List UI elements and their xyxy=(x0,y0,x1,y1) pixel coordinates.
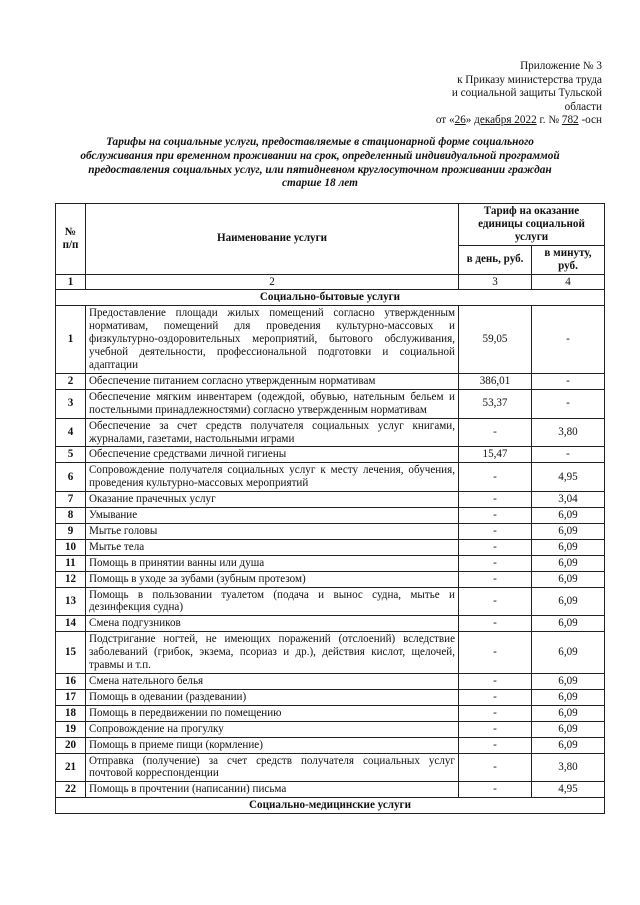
service-name: Помощь в уходе за зубами (зубным протезом) xyxy=(86,571,459,587)
tariff-per-minute: 6,09 xyxy=(532,587,605,616)
section-row xyxy=(56,290,605,306)
column-numbers-row xyxy=(56,274,605,290)
order-suffix: -осн xyxy=(578,114,602,127)
table-row xyxy=(56,539,605,555)
order-mid-1: » xyxy=(465,114,475,127)
row-number: 4 xyxy=(56,418,86,447)
service-name: Умывание xyxy=(86,508,459,524)
row-number: 11 xyxy=(56,555,86,571)
service-name: Помощь в передвижении по помещению xyxy=(86,705,459,721)
table-row xyxy=(56,674,605,690)
tariff-per-day: - xyxy=(459,737,532,753)
table-row xyxy=(56,705,605,721)
table-row xyxy=(56,418,605,447)
tariff-per-minute: - xyxy=(532,306,605,374)
order-month-year: декабря 2022 xyxy=(474,114,537,127)
tariff-per-day: - xyxy=(459,721,532,737)
section-row xyxy=(56,798,605,814)
tariff-per-day: - xyxy=(459,492,532,508)
service-name: Помощь в принятии ванны или душа xyxy=(86,555,459,571)
tariff-per-minute: - xyxy=(532,389,605,418)
service-name: Сопровождение получателя социальных услуг к месту лечения, обучения, проведения культурно-массовых мероприятий xyxy=(86,463,459,492)
service-name: Помощь в прочтении (написании) письма xyxy=(86,782,459,798)
tariff-per-day: - xyxy=(459,689,532,705)
header-tariff: Тариф на оказание единицы социальной услуги xyxy=(459,204,605,246)
tariff-per-day: - xyxy=(459,463,532,492)
tariff-per-minute: 3,80 xyxy=(532,418,605,447)
column-number: 3 xyxy=(459,274,532,290)
table-row xyxy=(56,492,605,508)
tariff-per-minute: 6,09 xyxy=(532,689,605,705)
row-number: 21 xyxy=(56,753,86,782)
order-from: от « xyxy=(435,114,455,127)
tariff-per-minute: 6,09 xyxy=(532,508,605,524)
row-number: 20 xyxy=(56,737,86,753)
tariff-per-minute: 6,09 xyxy=(532,705,605,721)
table-row xyxy=(56,737,605,753)
table-row xyxy=(56,753,605,782)
appendix-line-3: и социальной защиты Тульской xyxy=(451,87,602,100)
tariff-per-minute: 6,09 xyxy=(532,571,605,587)
row-number: 6 xyxy=(56,463,86,492)
tariff-per-minute: - xyxy=(532,447,605,463)
tariff-per-minute: 6,09 xyxy=(532,539,605,555)
header-number: № п/п xyxy=(56,204,86,275)
tariff-per-minute: 3,80 xyxy=(532,753,605,782)
row-number: 12 xyxy=(56,571,86,587)
row-number: 9 xyxy=(56,523,86,539)
header-per-minute: в минуту, руб. xyxy=(532,245,605,274)
tariff-per-day: - xyxy=(459,571,532,587)
header-service-name: Наименование услуги xyxy=(86,204,459,275)
service-name: Сопровождение на прогулку xyxy=(86,721,459,737)
row-number: 7 xyxy=(56,492,86,508)
service-name: Отправка (получение) за счет средств получателя социальных услуг почтовой корреспонденции xyxy=(86,753,459,782)
service-name: Помощь в одевании (раздевании) xyxy=(86,689,459,705)
tariff-per-day: 15,47 xyxy=(459,447,532,463)
tariff-per-day: - xyxy=(459,753,532,782)
table-row xyxy=(56,555,605,571)
tariff-per-minute: 6,09 xyxy=(532,616,605,632)
row-number: 15 xyxy=(56,632,86,674)
table-row xyxy=(56,616,605,632)
row-number: 10 xyxy=(56,539,86,555)
table-row xyxy=(56,721,605,737)
tariff-per-minute: 6,09 xyxy=(532,523,605,539)
table-row xyxy=(56,306,605,374)
tariff-per-day: - xyxy=(459,555,532,571)
tariff-per-minute: 6,09 xyxy=(532,555,605,571)
tariffs-table xyxy=(55,203,605,814)
row-number: 8 xyxy=(56,508,86,524)
tariff-per-day: - xyxy=(459,616,532,632)
section-title: Социально-медицинские услуги xyxy=(56,798,605,814)
tariff-per-minute: 6,09 xyxy=(532,674,605,690)
column-number: 2 xyxy=(86,274,459,290)
table-row xyxy=(56,508,605,524)
tariff-per-minute: 4,95 xyxy=(532,782,605,798)
service-name: Оказание прачечных услуг xyxy=(86,492,459,508)
tariff-per-day: 386,01 xyxy=(459,373,532,389)
tariff-per-day: - xyxy=(459,674,532,690)
tariff-per-day: - xyxy=(459,508,532,524)
service-name: Подстригание ногтей, не имеющих поражений (отслоений) вследствие заболеваний (грибок, экзема, псориаз и др.), действия кислот, щелочей, травмы и т.п. xyxy=(86,632,459,674)
service-name: Предоставление площади жилых помещений согласно утвержденным нормативам, помещений для проведения культурно-массовых и физкультурно-оздоровительных мероприятий, бытового обслуживания, учебной деятельности, профессиональной подготовки и социальной адаптации xyxy=(86,306,459,374)
table-row xyxy=(56,523,605,539)
tariff-per-minute: 3,04 xyxy=(532,492,605,508)
tariff-per-day: - xyxy=(459,539,532,555)
tariff-per-day: - xyxy=(459,418,532,447)
service-name: Обеспечение за счет средств получателя социальных услуг книгами, журналами, газетами, настольными играми xyxy=(86,418,459,447)
appendix-line-2: к Приказу министерства труда xyxy=(457,73,602,86)
service-name: Мытье головы xyxy=(86,523,459,539)
table-row xyxy=(56,373,605,389)
row-number: 14 xyxy=(56,616,86,632)
row-number: 1 xyxy=(56,306,86,374)
table-row xyxy=(56,571,605,587)
service-name: Смена подгузников xyxy=(86,616,459,632)
section-title: Социально-бытовые услуги xyxy=(56,290,605,306)
service-name: Обеспечение питанием согласно утвержденным нормативам xyxy=(86,373,459,389)
table-row xyxy=(56,447,605,463)
service-name: Помощь в приеме пищи (кормление) xyxy=(86,737,459,753)
tariff-per-minute: 6,09 xyxy=(532,737,605,753)
service-name: Обеспечение средствами личной гигиены xyxy=(86,447,459,463)
column-number: 1 xyxy=(56,274,86,290)
table-row xyxy=(56,632,605,674)
order-number: 782 xyxy=(561,114,579,127)
tariff-per-day: - xyxy=(459,587,532,616)
row-number: 3 xyxy=(56,389,86,418)
table-row xyxy=(56,463,605,492)
appendix-block xyxy=(436,60,602,128)
row-number: 19 xyxy=(56,721,86,737)
tariff-per-day: 53,37 xyxy=(459,389,532,418)
service-name: Обеспечение мягким инвентарем (одеждой, обувью, нательным бельем и постельными принадлежностями) согласно утвержденным нормативам xyxy=(86,389,459,418)
service-name: Помощь в пользовании туалетом (подача и вынос судна, мытье и дезинфекция судна) xyxy=(86,587,459,616)
appendix-line-4: области xyxy=(564,100,602,113)
row-number: 17 xyxy=(56,689,86,705)
column-number: 4 xyxy=(532,274,605,290)
table-row xyxy=(56,587,605,616)
service-name: Смена нательного белья xyxy=(86,674,459,690)
appendix-line-1: Приложение № 3 xyxy=(520,60,602,72)
tariff-per-minute: 4,95 xyxy=(532,463,605,492)
row-number: 13 xyxy=(56,587,86,616)
table-row xyxy=(56,689,605,705)
tariff-per-day: - xyxy=(459,782,532,798)
tariff-per-minute: - xyxy=(532,373,605,389)
tariff-per-minute: 6,09 xyxy=(532,721,605,737)
table-row xyxy=(56,389,605,418)
document-title: Тарифы на социальные услуги, предоставляемые в стационарной форме социального обслуживания при временном проживании на срок, определенный индивидуальной программой предоставления социальных услуг, или пятидневном круглосуточном проживании граждан старше 18 лет xyxy=(80,136,560,190)
service-name: Мытье тела xyxy=(86,539,459,555)
table-body xyxy=(56,274,605,814)
row-number: 5 xyxy=(56,447,86,463)
tariff-per-day: - xyxy=(459,523,532,539)
tariff-per-day: 59,05 xyxy=(459,306,532,374)
tariff-per-day: - xyxy=(459,705,532,721)
appendix-order-line xyxy=(436,114,602,128)
tariff-per-day: - xyxy=(459,632,532,674)
tariff-per-minute: 6,09 xyxy=(532,632,605,674)
row-number: 22 xyxy=(56,782,86,798)
order-mid-2: г. № xyxy=(536,114,562,127)
row-number: 16 xyxy=(56,674,86,690)
table-row xyxy=(56,782,605,798)
order-day: 26 xyxy=(454,114,466,127)
row-number: 2 xyxy=(56,373,86,389)
row-number: 18 xyxy=(56,705,86,721)
header-per-day: в день, руб. xyxy=(459,245,532,274)
